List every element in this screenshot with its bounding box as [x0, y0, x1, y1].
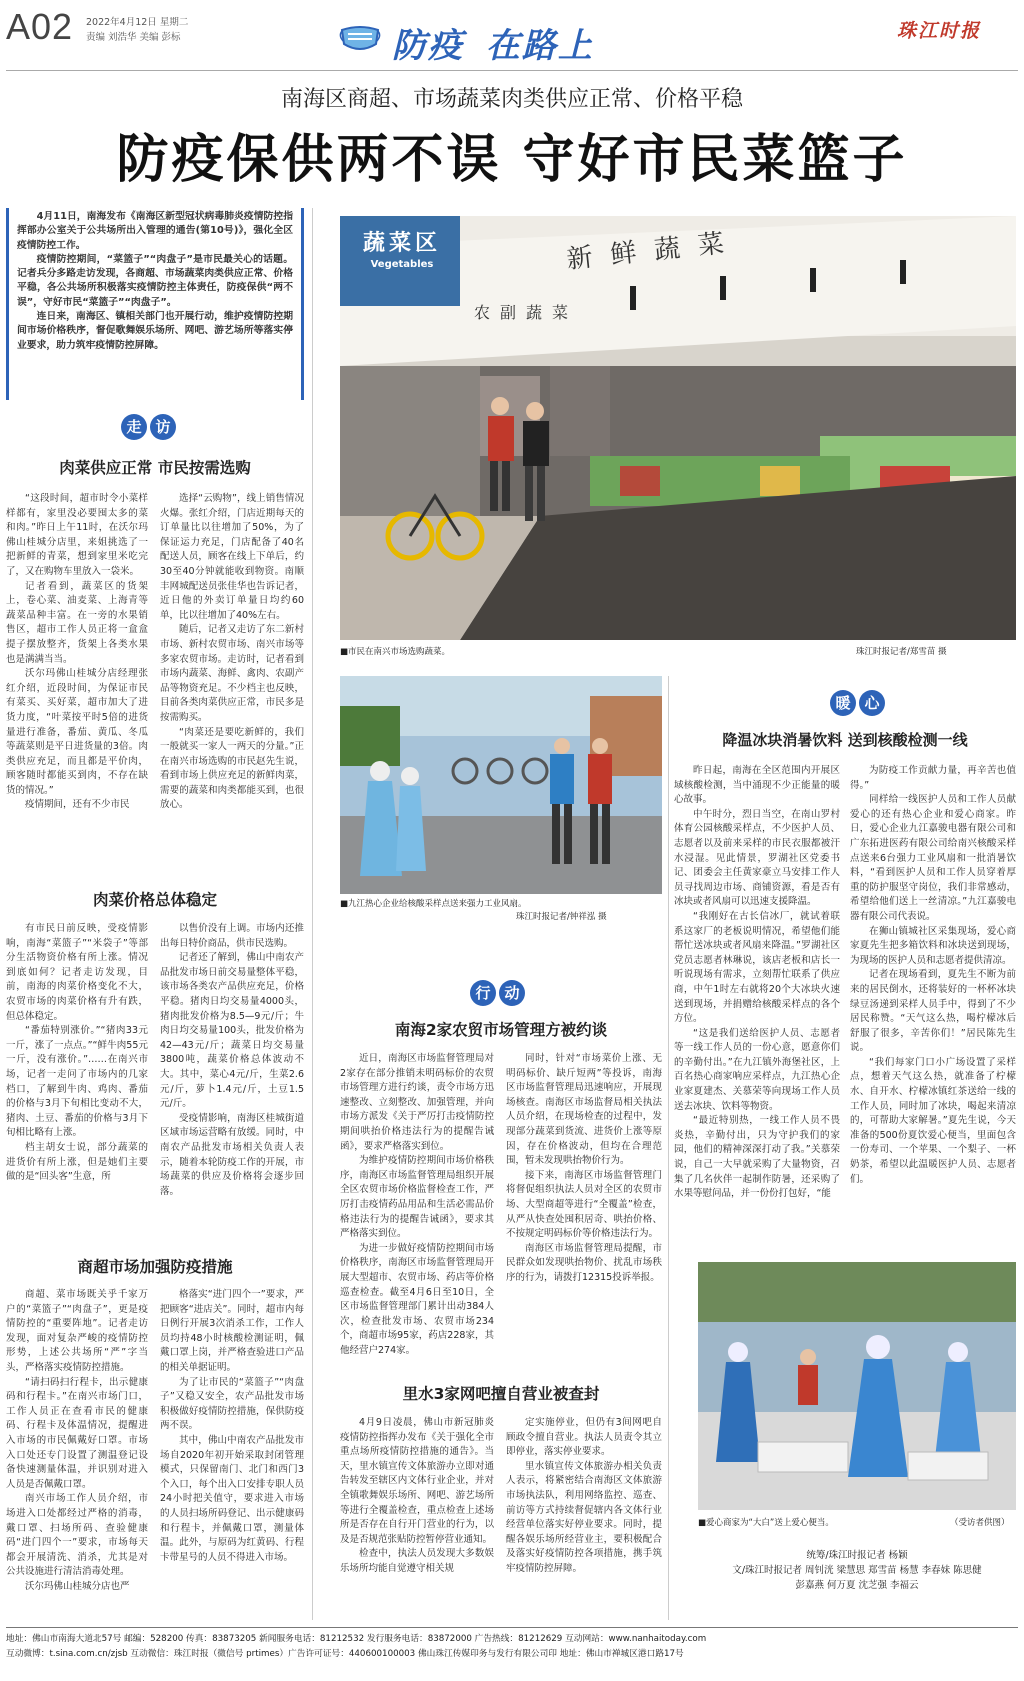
- paragraph: “请扫码扫行程卡，出示健康码和行程卡。”在南兴市场门口，工作人员正在查看市民的健康码、行程卡及体温情况，提醒进入市场的市民佩戴好口罩。市场入口处还专门设置了测温登记设备快速测量体温，并识别对进入人员是否佩戴口罩。: [6, 1376, 148, 1490]
- market-sign-vegetables: [346, 220, 458, 290]
- paragraph: 同样给一线医护人员和工作人员献爱心的还有热心企业和爱心商家。昨日，爱心企业九江嘉骏电器有限公司和广东拓进医药有限公司给南兴核酸采样点送来6台强力工业风扇和一批消暑饮料，“看到医护人员和工作人员穿着厚重的防护服坚守岗位，我们非常感动，希望给他们送上一丝清凉。”九江嘉骏电器有限公司代表说。: [850, 794, 1016, 922]
- page-number: A02: [6, 6, 74, 47]
- paragraph: “肉菜还是要吃新鲜的，我们一般就买一家人一两天的分量。”正在南兴市场选购的市民赵先生说，看到市场上供应充足的新鲜肉菜，需要的蔬菜和肉类都能买到，也很放心。: [160, 726, 304, 811]
- paragraph: 为防疫工作贡献力量，再辛苦也值得。”: [850, 765, 1016, 791]
- footer-divider: [6, 1627, 1018, 1628]
- paragraph: 以售价没有上调。市场内还推出每日特价商品，供市民选购。: [160, 923, 304, 949]
- lunch-photo: [698, 1262, 1016, 1510]
- credits-line2: 文/珠江时报记者 周钊洸 梁慧思 郑雪苗 杨慧 李春妹 陈思健: [732, 1565, 982, 1576]
- paragraph: 商超、菜市场既关乎千家万户的“菜篮子”“肉盘子”，更是疫情防控的“重要阵地”。记者走访发现，面对复杂严峻的疫情防控形势，上述公共场所“严”字当头，严格落实疫情防控措施。: [6, 1289, 148, 1373]
- tag-char: 行: [470, 980, 496, 1006]
- section1-col2: [160, 492, 304, 890]
- credits: [698, 1548, 1016, 1593]
- paragraph: 同时，针对“市场菜价上涨、无明码标价、缺斤短两”等投诉，南海区市场监督管理局迅速响应，开展现场核查。南海区市场监督局相关执法人员介绍，在现场检查的过程中，发现部分蔬菜到货流、进货价上涨等原因，存在价格波动，但均在合理范围，暂未发现哄抬物价行为。: [506, 1053, 662, 1167]
- footer: [6, 1632, 1018, 1662]
- paragraph: 中午时分，烈日当空，在南山罗村体育公园核酸采样点，不少医护人员、志愿者以及前来采样的市民衣服都被汗水浸湿。见此情景，罗湖社区党委书记、团委会主任黄家豪立马安排工作人员寻找周边市场、商铺资源，看是否有冰块或者风扇可以迅速支援降温。: [674, 808, 840, 908]
- paragraph: 档主胡女士说，部分蔬菜的进货价有所上涨，但是她们主要做的是“回头客”生意，所: [6, 1141, 148, 1183]
- section1-title: 肉菜供应正常 市民按需选购: [59, 459, 251, 477]
- lead-box: [6, 208, 304, 400]
- photo3-credit: （受访者供图）: [950, 1518, 1010, 1528]
- market-sign-stall: 农副蔬菜: [474, 303, 579, 322]
- sign-zh: 蔬菜区: [362, 231, 441, 256]
- section3-col2: [160, 1288, 304, 1618]
- footer-line2: 互动微博：t.sina.com.cn/zjsb 互动微信：珠江时报（微信号 prtimes）广告许可证号：440600100003 佛山珠江传媒印务与发行有限公司印 地址：佛山市禅城区港口路17号: [6, 1649, 684, 1659]
- tag-char: 动: [499, 980, 525, 1006]
- lead-p2: 疫情防控期间，“菜篮子”“肉盘子”是市民最关心的话题。记者兵分多路走访发现，各商超、市场蔬菜肉类供应正常、价格平稳，各公共场所积极落实疫情防控主体责任，防疫保供“两不误”，守好市民“菜篮子”“肉盘子”。: [17, 253, 293, 308]
- paragraph: 其中，佛山中南农产品批发市场自2020年初开始采取封闭管理模式，只保留南门、北门和西门3个入口，每个出入口安排专职人员24小时把关值守，要求进入市场的人员扫场所码登记、出示健康码和行程卡，并佩戴口罩，测量体温。此外，与原码为红黄码、行程卡带星号的人员不得进入市场。: [160, 1434, 304, 1563]
- paragraph: 为了让市民的“菜篮子”“肉盘子”又稳又安全，农产品批发市场积极做好疫情防控措施，保供防疫两不误。: [160, 1376, 304, 1432]
- credits-line3: 彭嘉燕 何万夏 沈芝强 李福云: [795, 1580, 919, 1591]
- column-title-part1: 防疫: [392, 26, 464, 66]
- section5-title: 南海2家农贸市场管理方被约谈: [394, 1021, 608, 1039]
- section4-col2: [850, 764, 1016, 1248]
- paragraph: 随后，记者又走访了东二新村市场、新村农贸市场、南兴市场等多家农贸市场。走访时，记者看到市场内蔬菜、海鲜、禽肉、农副产品等物资充足。不少档主也反映，目前各类肉菜供应正常，市民多是按需购买。: [160, 624, 304, 723]
- paragraph: 格落实“进门四个一”要求，严把顾客“进店关”。同时，超市内每日例行开展3次消杀工作，工作人员均持48小时核酸检测证明，佩戴口罩上岗，并严格查验进口产品的相关单据证明。: [160, 1289, 304, 1373]
- paragraph: “这是我们送给医护人员、志愿者等一线工作人员的一份心意，愿意你们的辛勤付出。”在九江镇外海堡社区，上百名热心商家响应采样点，九江热心企业家夏建杰、关慕荣等向现场工作人员送去冰块、饮料等物资。: [674, 1027, 840, 1112]
- paragraph: 沃尔玛佛山桂城分店也严: [25, 1580, 130, 1592]
- paragraph: 为进一步做好疫情防控期间市场价格秩序，南海区市场监督管理局开展大型超市、农贸市场、药店等价格巡查检查。截至4月6日至10日，全区市场监督管理部门累计出动384人次，检查批发市场、农贸市场234个，商超市场95家，药店228家，其他经营户274家。: [340, 1242, 494, 1356]
- paragraph: 昨日起，南海在全区范围内开展区域核酸检测，当中涌现不少正能量的暖心故事。: [674, 765, 840, 806]
- section3-title: 商超市场加强防疫措施: [77, 1258, 233, 1276]
- photo1-credit: 珠江时报记者/郑雪苗 摄: [856, 647, 947, 657]
- paragraph: 定实施停业，但仍有3间网吧自顾政令擅自营业。执法人员责令其立即停业，落实停业要求。: [506, 1417, 662, 1458]
- paragraph: 选择“云购物”，线上销售情况火爆。张红介绍，门店近期每天的订单量比以往增加了50%，为了保证运力充足，门店配备了40名配送人员，顾客在线上下单后，约30至40分钟就能收到物资。南顺丰网城配送员张佳华也告诉记者，近日他的外卖订单量日均约60单，比以往增加了40%左右。: [160, 493, 304, 621]
- headline-kicker: 南海区商超、市场蔬菜肉类供应正常、价格平稳: [280, 87, 743, 112]
- paragraph: “这段时间，超市时令小菜样样都有，家里没必要囤太多的菜和肉。”昨日上午11时，在沃尔玛佛山桂城分店里，来姐挑选了一把新鲜的青菜，想到家里米吃完了，又在购物车里放入一袋米。: [6, 493, 148, 577]
- lunch-scene: [698, 1262, 1016, 1510]
- market-photo: [340, 216, 1016, 640]
- lead-p1: 4月11日，南海发布《南海区新型冠状病毒肺炎疫情防控指挥部办公室关于公共场所出入管理的通告(第10号)》，强化全区疫情防控工作。: [17, 211, 293, 251]
- paragraph: 沃尔玛佛山桂城分店经理张红介绍，近段时间，为保证市民有菜买、买好菜，超市加大了进货力度，“叶菜按平时5倍的进货量进行准备，番茄、黄瓜、冬瓜等蔬菜则是平日进货量的3倍。肉类供应充足，而且都是平价肉，顾客随时都能买到肉，不存在缺货的情况。”: [6, 668, 148, 796]
- section4-title: 降温冰块消暑饮料 送到核酸检测一线: [722, 731, 968, 749]
- fans-scene: [340, 676, 662, 894]
- section4-col1: [674, 764, 840, 1248]
- section6-title: 里水3家网吧擅自营业被查封: [402, 1385, 600, 1403]
- section2-col2: [160, 922, 304, 1222]
- paragraph: 记者看到，蔬菜区的货架上，卷心菜、油麦菜、上海青等蔬菜品种丰富。在一旁的水果销售区，超市工作人员正将一盒盒提子摆放整齐，货架上各类水果也是满满当当。: [6, 580, 148, 665]
- paragraph: 近日，南海区市场监督管理局对2家存在部分推销未明码标价的农贸市场管理方进行约谈，责令市场方迅速整改、立刻整改、加强管理，并向市场方派发《关于严厉打击疫情防控期间哄抬价格违法行为的提醒告诫函》，要求严格落实到位。: [340, 1053, 494, 1152]
- section6-col2: [506, 1416, 662, 1616]
- paragraph: 里水镇宣传文体旅游办相关负责人表示，将紧密结合南海区文体旅游市场执法队，利用网络监控、巡查、前访等方式持续督促辖内各文体行业经营单位落实好停业要求。同时，提醒各娱乐场所经营业主，要积极配合及落实好疫情防控各项措施，携手筑牢疫情防控屏障。: [506, 1460, 662, 1574]
- editor-line: 责编 刘浩华 美编 彭标: [86, 32, 181, 43]
- left-column-divider: [312, 208, 313, 1620]
- paragraph: 有市民日前反映，受疫情影响，南海“菜篮子”“米袋子”等部分生活物资价格有所上涨。情况到底如何？记者走访发现，目前，南海的肉菜价格变化不大，农贸市场的肉菜价格有升有跌，但总体稳定。: [6, 923, 148, 1022]
- paragraph: 南海区市场监督管理局提醒，市民群众如发现哄抬物价、扰乱市场秩序的行为，请拨打12315投诉举报。: [506, 1242, 662, 1283]
- lead-text: [17, 210, 293, 353]
- tag-zoufang: [121, 414, 176, 440]
- tag-xingdong: [470, 980, 525, 1006]
- paragraph: 为维护疫情防控期间市场价格秩序，南海区市场监督管理局组织开展全区农贸市场价格监督检查工作，严厉打击疫情药品用品和生活必需品价格违法行为的提醒告诫函》，要求其严格落实到位。: [340, 1155, 494, 1240]
- page-header: [0, 0, 1024, 78]
- tag-char: 走: [121, 414, 147, 440]
- paragraph: 检查中，执法人员发现大多数娱乐场所均能自觉遵守相关规: [340, 1548, 494, 1574]
- paragraph: 记者在现场看到，夏先生不断为前来的居民倒水，还将装好的一杯杯冰块绿豆汤递到采样人员手中，得到了不少居民称赞。“天气这么热，喝柠檬冰后舒服了很多，辛苦你们！”居民陈先生说。: [850, 969, 1016, 1054]
- section1-col1: [6, 492, 148, 890]
- middle-column-divider: [668, 676, 669, 1620]
- paragraph: 记者还了解到，佛山中南农产品批发市场日前交易量整体平稳，该市场各类农产品供应充足，价格平稳。猪肉日均交易量4000头，猪肉批发价格为8.5—9元/斤；牛肉日均交易量100头，批发价格为42—43元/斤；蔬菜日均交易量3800吨，蔬菜价格总体波动不大。其中，菜心4元/斤，生菜2.6元/斤，萝卜1.4元/斤，土豆1.5元/斤。: [160, 952, 304, 1110]
- section2-col1: [6, 922, 148, 1222]
- header-divider: [6, 70, 1018, 71]
- column-title-part2: 在路上: [485, 26, 594, 66]
- footer-line1: 地址：佛山市南海大道北57号 邮编：528200 传真：83873205 新闻服务电话：81212532 发行服务电话：83872000 广告热线：81212629 互动网站：www.nanhaitoday.com: [6, 1634, 707, 1644]
- section5-col1: [340, 1052, 494, 1356]
- paragraph: “番茄特别涨价。”“猪肉33元一斤，涨了一点点。”“鲜牛肉55元一斤，没有涨价。”……在南兴市场，记者一走问了市场内的几家档口，了解到牛肉、鸡肉、番茄的价格与3月下旬相比变动不大，猪肉、土豆、番茄的价格与3月下旬相比略有上涨。: [6, 1025, 148, 1139]
- tag-char: 访: [150, 414, 176, 440]
- paper-logo: 珠江时报: [897, 20, 982, 42]
- paragraph: 疫情期间，还有不少市民: [25, 799, 130, 811]
- tag-nuanxin: [830, 690, 885, 716]
- headline-main: 防疫保供两不误 守好市民菜篮子: [116, 130, 908, 190]
- section5-col2: [506, 1052, 662, 1348]
- paragraph: “最近特别热，一线工作人员不畏炎热，辛勤付出，只为守护我们的家园，他们的精神深深打动了我。”关慕荣说，自己一大早就采购了大量物资，召集了几名伙伴一起制作防暑，还采购了水果等慰问品，并一份份打包好，“能: [674, 1115, 840, 1200]
- market-sign-fresh: 新鲜蔬菜: [565, 226, 744, 276]
- sign-en: Vegetables: [370, 259, 434, 270]
- issue-date: 2022年4月12日 星期二: [86, 17, 189, 28]
- column-title: [392, 18, 594, 67]
- section3-col1: [6, 1288, 148, 1618]
- lead-p3: 连日来，南海区、镇相关部门也开展行动，维护疫情防控期间市场价格秩序，督促歌舞娱乐场所、网吧、游艺场所等落实停业要求，助力筑牢疫情防控屏障。: [17, 311, 293, 351]
- photo1-caption: ■市民在南兴市场选购蔬菜。: [340, 647, 451, 657]
- paragraph: 在狮山镇城社区采集现场，爱心商家夏先生把多箱饮料和冰块送到现场，为现场的医护人员和志愿者提供清凉。: [850, 925, 1016, 966]
- credits-line1: 统筹/珠江时报记者 杨颖: [806, 1550, 908, 1561]
- paragraph: 接下来，南海区市场监督管理门将督促组织执法人员对全区的农贸市场、大型商超等进行“全覆盖”检查，从严从快查处囤积居奇、哄抬价格、不按规定明码标价等价格违法行为。: [506, 1169, 662, 1240]
- paragraph: “我们每家门口小广场设置了采样点，想着天气这么热，就准备了柠檬水、自开水、柠檬冰镇红茶送给一线的工作人员，同时加了冰块，喝起来清凉的，可帮助大家解暑。”夏先生说，今天准备的500份夏饮爱心便当，里面包含一份寿司、一个苹果、一个梨子、一杯奶茶，希望以此温暖医护人员、志愿者们。: [850, 1056, 1016, 1185]
- photo2-caption: ■九江热心企业给核酸采样点送来强力工业风扇。: [340, 899, 527, 909]
- paragraph: 南兴市场工作人员介绍，市场进入口处都经过严格的消毒，戴口罩、扫场所码、查验健康码“进门四个一”要求，市场每天都会开展清洗、消杀，尤其是对公共设施进行清洁消毒处理。: [6, 1493, 148, 1578]
- section6-col1: [340, 1416, 494, 1616]
- paragraph: “我刚好在古长信冰厂，就试着联系这家厂的老板说明情况，希望他们能帮忙送冰块或者风扇来降温。”罗湖社区党员志愿者林琳说，该店老板和店长一听说现场有需求，立刻帮忙联系了供应商，中午1时左右就将20个大冰块火速送到现场，并捐赠给核酸采样点的各个方位。: [674, 910, 840, 1025]
- tag-char: 暖: [830, 690, 856, 716]
- paragraph: 4月9日凌晨，佛山市新冠肺炎疫情防控指挥办发布《关于强化全市重点场所疫情防控措施的通告》。当天，里水镇宣传文体旅游办立即对通告转发至辖区内文体行业企业，并对全镇歌舞娱乐场所、网吧、游艺场所等进行全覆盖检查，重点检查上述场所是否存在自行开门营业的行为，以及是否规范张贴防控暂停营业通知。: [340, 1417, 494, 1545]
- tag-char: 心: [859, 690, 885, 716]
- paragraph: 受疫情影响，南海区桂城街道区域市场运营略有放缓。同时，中南农产品批发市场相关负责人表示，随着本轮防疫工作的开展，市场蔬菜的供应及价格将会逐步回落。: [160, 1112, 304, 1197]
- section2-title: 肉菜价格总体稳定: [92, 891, 217, 909]
- mask-icon: [338, 22, 382, 54]
- fans-photo: [340, 676, 662, 894]
- photo3-caption: ■爱心商家为“大白”送上爱心便当。: [698, 1518, 834, 1528]
- photo2-credit: 珠江时报记者/钟祥泓 摄: [516, 912, 607, 922]
